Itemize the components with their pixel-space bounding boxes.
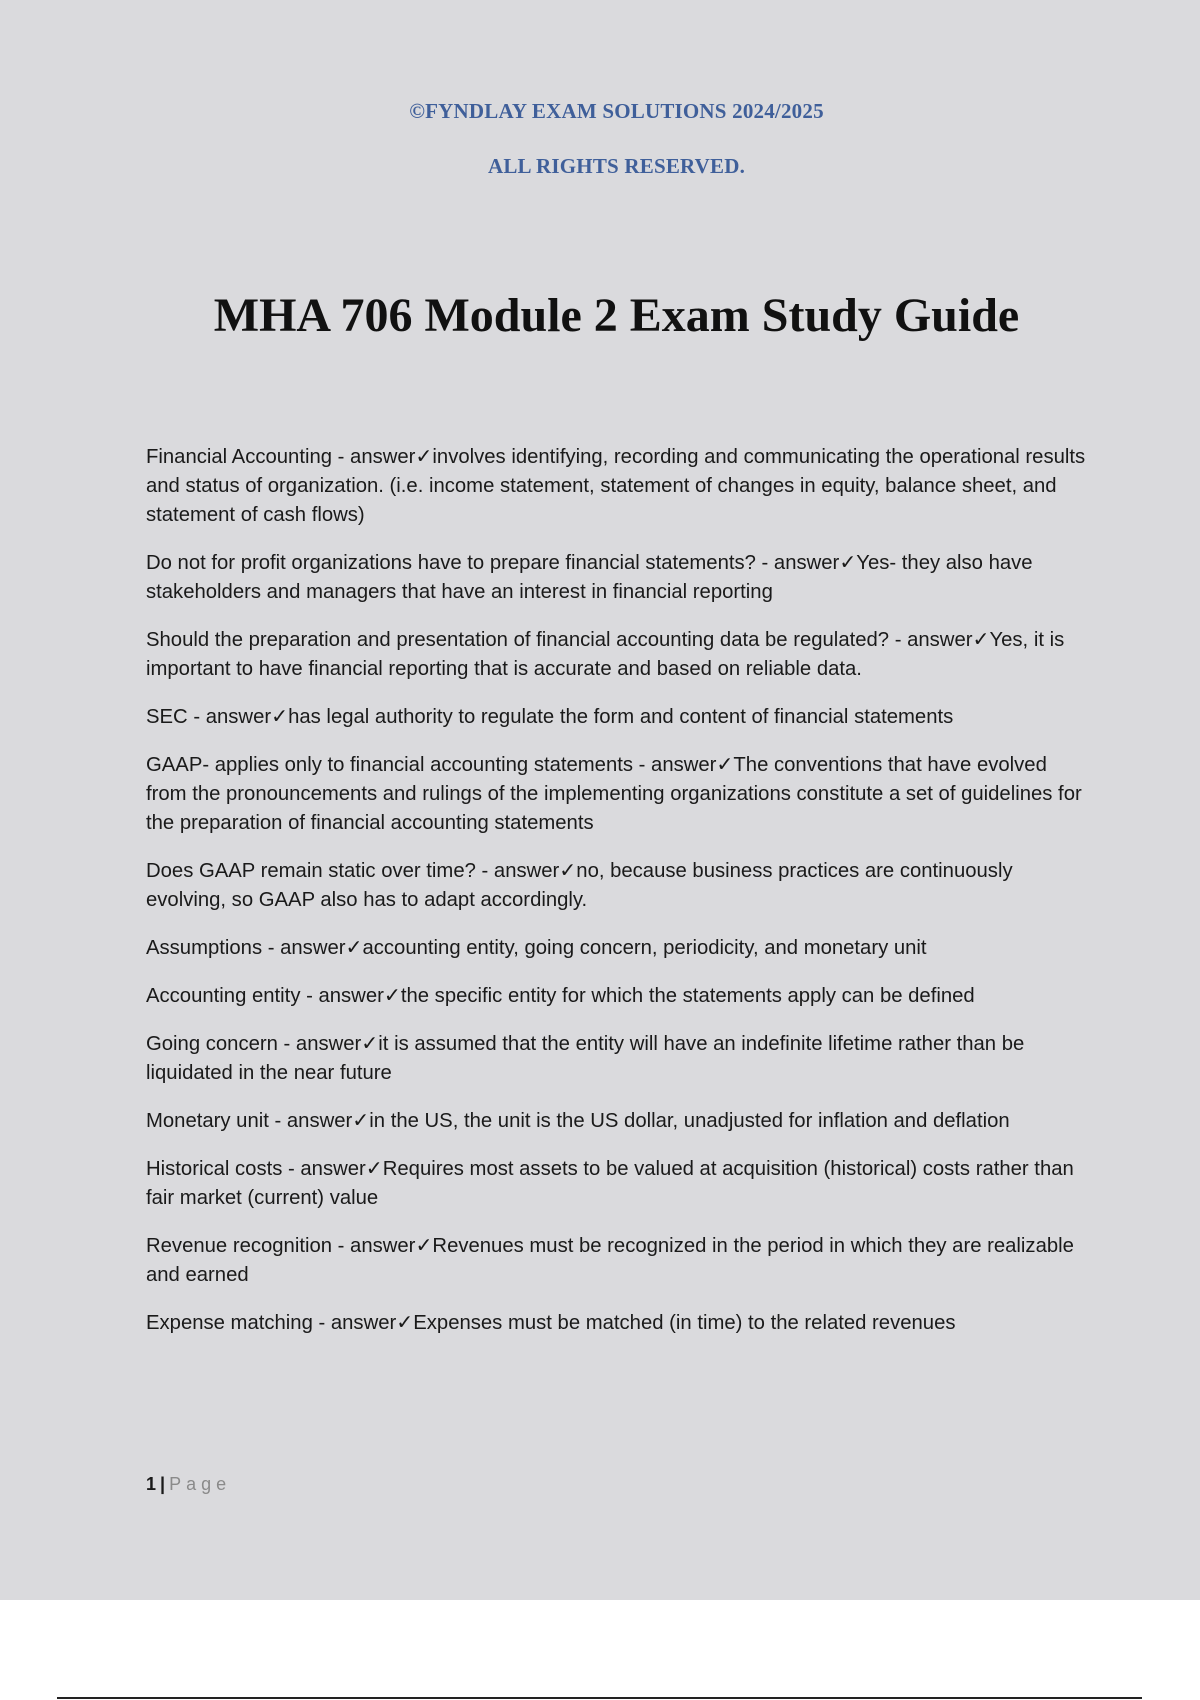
qa-item: Does GAAP remain static over time? - answer✓no, because business practices are continuously evolving, so GAAP also has to adapt accordingly. [146, 860, 1013, 911]
qa-list [146, 443, 1086, 1357]
qa-item: GAAP- applies only to financial accounting statements - answer✓The conventions that have evolved from the pronouncements and rulings of the implementing organizations constitute a set of guidelines for the preparation of financial accounting statements [146, 754, 1082, 834]
qa-item: Expense matching - answer✓Expenses must be matched (in time) to the related revenues [146, 1312, 956, 1334]
qa-item: Monetary unit - answer✓in the US, the unit is the US dollar, unadjusted for inflation and deflation [146, 1110, 1010, 1132]
page-footer [146, 1474, 231, 1495]
qa-item: Assumptions - answer✓accounting entity, going concern, periodicity, and monetary unit [146, 937, 927, 959]
qa-item: Accounting entity - answer✓the specific entity for which the statements apply can be defined [146, 985, 975, 1007]
document-title: MHA 706 Module 2 Exam Study Guide [213, 289, 1020, 342]
qa-item: Should the preparation and presentation of financial accounting data be regulated? - answer✓Yes, it is important to have financial reporting that is accurate and based on reliable data. [146, 629, 1065, 680]
page-label: Page [169, 1474, 232, 1494]
bottom-divider [57, 1697, 1142, 1699]
qa-item: Going concern - answer✓it is assumed that the entity will have an indefinite lifetime rather than be liquidated in the near future [146, 1033, 1025, 1084]
page-separator: | [160, 1474, 166, 1494]
qa-item: SEC - answer✓has legal authority to regulate the form and content of financial statements [146, 706, 954, 728]
qa-item: Revenue recognition - answer✓Revenues must be recognized in the period in which they are realizable and earned [146, 1235, 1074, 1286]
copyright-header: ©FYNDLAY EXAM SOLUTIONS 2024/2025 [409, 99, 824, 123]
qa-item: Financial Accounting - answer✓involves identifying, recording and communicating the operational results and status of organization. (i.e. income statement, statement of changes in equity, balance sheet, and statement of cash flows) [146, 446, 1086, 526]
qa-item: Do not for profit organizations have to prepare financial statements? - answer✓Yes- they also have stakeholders and managers that have an interest in financial reporting [146, 552, 1033, 603]
qa-item: Historical costs - answer✓Requires most assets to be valued at acquisition (historical) costs rather than fair market (current) value [146, 1158, 1074, 1209]
page-number: 1 [146, 1474, 157, 1494]
rights-reserved-header: ALL RIGHTS RESERVED. [487, 154, 746, 178]
